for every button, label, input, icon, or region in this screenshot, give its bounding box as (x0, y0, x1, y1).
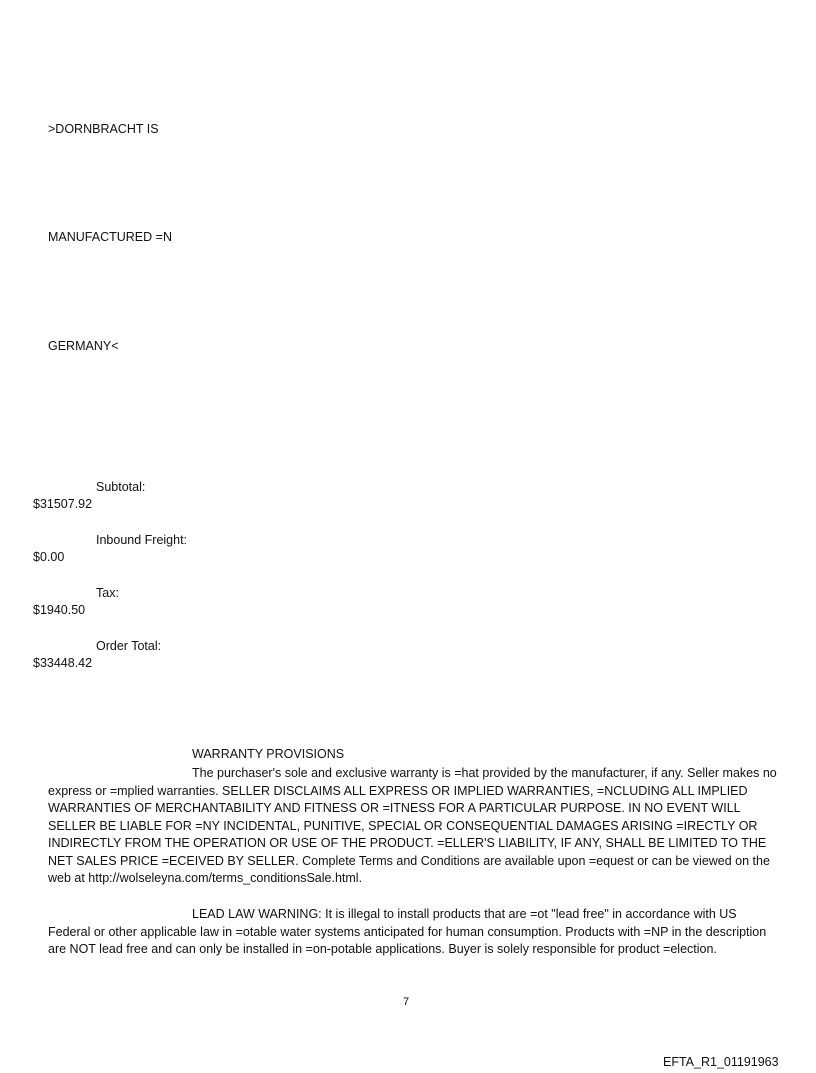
subtotal-label: Subtotal: (96, 480, 146, 494)
header-line-germany: GERMANY< (48, 339, 119, 353)
lead-law-body: LEAD LAW WARNING: It is illegal to install products that are =ot "lead free" in accordance with US Federal or other applicable law in =otable water systems anticipated for human consumption. Products with =NP in the description are NOT lead free and can only be installed in =on-potable applications. Buyer is solely responsible for product =election. (48, 907, 767, 956)
header-line-dornbracht: >DORNBRACHT IS (48, 122, 159, 136)
inbound-freight-label: Inbound Freight: (96, 533, 188, 547)
subtotal-value: $31507.92 (33, 497, 93, 511)
order-total-value: $33448.42 (33, 656, 93, 670)
bates-number: EFTA_R1_01191963 (663, 1055, 779, 1069)
order-total-label: Order Total: (96, 639, 162, 653)
inbound-freight-value: $0.00 (33, 550, 65, 564)
tax-label: Tax: (96, 586, 119, 600)
lead-law-paragraph (48, 906, 778, 959)
page-number: 7 (403, 996, 410, 1008)
tax-value: $1940.50 (33, 603, 86, 617)
warranty-title: WARRANTY PROVISIONS (192, 747, 345, 761)
header-line-manufactured: MANUFACTURED =N (48, 230, 172, 244)
warranty-paragraph (48, 765, 778, 888)
warranty-body: The purchaser's sole and exclusive warranty is =hat provided by the manufacturer, if any. Seller makes no express or =mplied warranties. SELLER DISCLAIMS ALL EXPRESS OR IMPLIED WARRANTIES, =NCLUDING ALL IMPLIED WARRANTIES OF MERCHANTABILITY AND FITNESS OR =ITNESS FOR A PARTICULAR PURPOSE. IN NO EVENT WILL SELLER BE LIABLE FOR =NY INCIDENTAL, PUNITIVE, SPECIAL OR CONSEQUENTIAL DAMAGES ARISING =IRECTLY OR INDIRECTLY FROM THE OPERATION OR USE OF THE PRODUCT. =ELLER'S LIABILITY, IF ANY, SHALL BE LIMITED TO THE NET SALES PRICE =ECEIVED BY SELLER. Complete Terms and Conditions are available upon =equest or can be viewed on the web at http://wolseleyna.com/terms_conditionsSale.html. (48, 766, 777, 885)
